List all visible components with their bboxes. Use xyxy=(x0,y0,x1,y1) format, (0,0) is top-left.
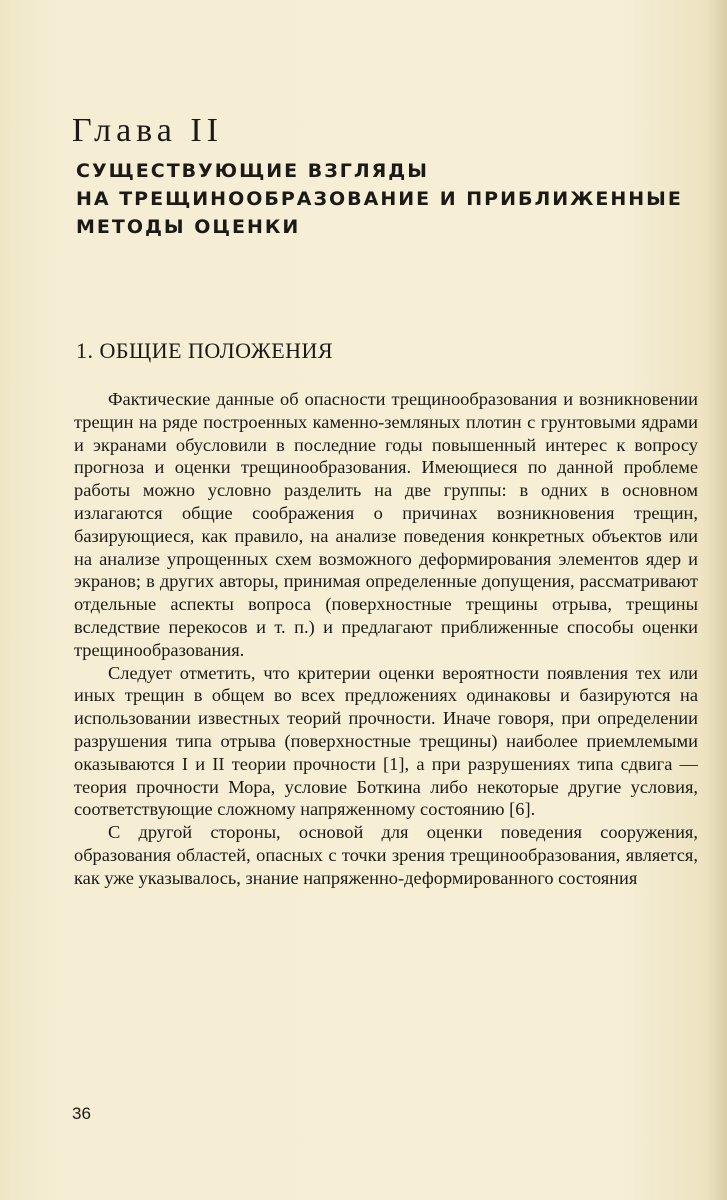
paragraph: Фактические данные об опасности трещинообразования и возникновении трещин на ряде построенных каменно-земляных плотин с грунтовыми ядрами и экранами обусловили в последние годы повышенный интерес к вопросу прогноза и оценки трещинообразования. Имеющиеся по данной проблеме работы можно условно разделить на две группы: в одних в основном излагаются общие соображения о причинах возникновения трещин, базирующиеся, как правило, на анализе поведения конкретных объектов или на анализе упрощенных схем возможного деформирования элементов ядер и экранов; в других авторы, принимая определенные допущения, рассматривают отдельные аспекты вопроса (поверхностные трещины отрыва, трещины вследствие перекосов и т. п.) и предлагают приближенные способы оценки трещинообразования. xyxy=(74,389,698,660)
paragraph: С другой стороны, основой для оценки поведения сооружения, образования областей, опасных с точки зрения трещинообразования, является, как уже указывалось, знание напряженно-деформированного состояния xyxy=(74,822,698,888)
body-text xyxy=(74,388,698,890)
paragraph: Следует отметить, что критерии оценки вероятности появления тех или иных трещин в общем во всех предложениях одинаковы и базируются на использовании известных теорий прочности. Иначе говоря, при определении разрушения типа отрыва (поверхностные трещины) наиболее приемлемыми оказываются I и II теории прочности [1], а при разрушениях типа сдвига — теория прочности Мора, условие Боткина либо некоторые другие условия, соответствующие сложному напряженному состоянию [6]. xyxy=(74,662,698,820)
page-number: 36 xyxy=(72,1104,91,1123)
chapter-title-line: НА ТРЕЩИНООБРАЗОВАНИЕ И ПРИБЛИЖЕННЫЕ xyxy=(76,188,683,210)
section-heading: 1. ОБЩИЕ ПОЛОЖЕНИЯ xyxy=(76,338,334,363)
chapter-title-line: СУЩЕСТВУЮЩИЕ ВЗГЛЯДЫ xyxy=(76,160,429,182)
chapter-title xyxy=(76,157,716,241)
chapter-label: Глава II xyxy=(72,112,223,149)
chapter-title-line: МЕТОДЫ ОЦЕНКИ xyxy=(76,216,301,238)
